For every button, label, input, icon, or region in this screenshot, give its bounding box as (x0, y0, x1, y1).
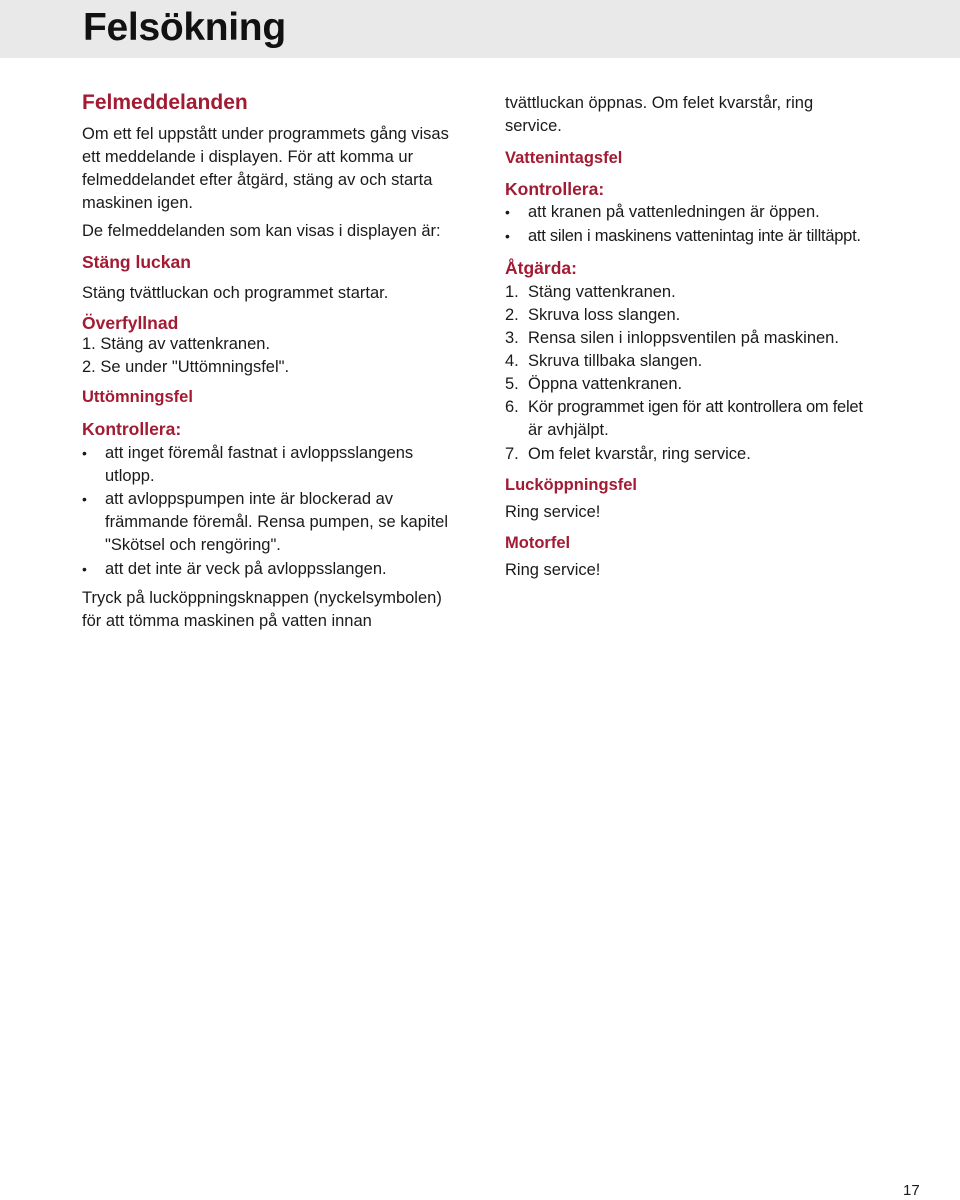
intake-check-heading: Kontrollera: (505, 179, 605, 199)
page-number: 17 (903, 1182, 920, 1199)
step-number: 3. (505, 329, 519, 347)
drain-bullet-line: främmande föremål. Rensa pumpen, se kapitel (105, 513, 449, 531)
drain-bullet-line: utlopp. (105, 467, 155, 485)
drain-check-heading: Kontrollera: (82, 419, 182, 439)
step-number: 7. (505, 445, 519, 463)
section-heading-error-messages: Felmeddelanden (82, 91, 248, 114)
step-text: Stäng vattenkranen. (528, 283, 676, 301)
drain-after-text: Tryck på lucköppningsknappen (nyckelsymbolen) (82, 589, 442, 607)
step-number: 5. (505, 375, 519, 393)
step-text: Skruva loss slangen. (528, 306, 681, 324)
step-text: Om felet kvarstår, ring service. (528, 445, 751, 463)
heading-close-door: Stäng luckan (82, 252, 191, 272)
bullet-icon: • (82, 445, 87, 461)
actions-heading: Åtgärda: (505, 258, 577, 278)
intro-line: maskinen igen. (82, 194, 193, 212)
heading-door-open-error: Lucköppningsfel (505, 476, 637, 494)
step-number: 2. (505, 306, 519, 324)
overfill-step: 1. Stäng av vattenkranen. (82, 335, 271, 353)
close-door-text: Stäng tvättluckan och programmet startar. (82, 284, 389, 302)
drain-bullet-line: "Skötsel och rengöring". (105, 536, 281, 554)
motor-text: Ring service! (505, 561, 601, 579)
intro-line: ett meddelande i displayen. För att komma ur (82, 148, 414, 166)
intro-line: felmeddelandet efter åtgärd, stäng av och starta (82, 171, 433, 189)
heading-motor-error: Motorfel (505, 534, 571, 552)
step-text: Öppna vattenkranen. (528, 375, 683, 393)
overfill-step: 2. Se under "Uttömningsfel". (82, 358, 290, 376)
bullet-icon: • (82, 561, 87, 577)
drain-bullet-line: att avloppspumpen inte är blockerad av (105, 490, 394, 508)
drain-bullet-line: att det inte är veck på avloppsslangen. (105, 560, 387, 578)
page-title: Felsökning (83, 6, 286, 49)
heading-overfill: Överfyllnad (82, 313, 179, 333)
door-open-text: Ring service! (505, 503, 601, 521)
intro-line-2: De felmeddelanden som kan visas i displayen är: (82, 222, 441, 240)
heading-drain-error: Uttömningsfel (82, 388, 193, 406)
step-text: är avhjälpt. (528, 421, 609, 439)
heading-water-intake-error: Vattenintagsfel (505, 149, 623, 167)
step-number: 1. (505, 283, 519, 301)
intake-bullet: att kranen på vattenledningen är öppen. (528, 203, 820, 221)
bullet-icon: • (505, 204, 510, 220)
bullet-icon: • (82, 491, 87, 507)
intake-bullet: att silen i maskinens vattenintag inte är tilltäppt. (528, 227, 861, 245)
bullet-icon: • (505, 228, 510, 244)
drain-after-text: för att tömma maskinen på vatten innan (82, 612, 372, 630)
step-number: 6. (505, 398, 519, 416)
step-number: 4. (505, 352, 519, 370)
step-text: Kör programmet igen för att kontrollera om felet (528, 398, 863, 416)
step-text: Rensa silen i inloppsventilen på maskinen. (528, 329, 839, 347)
continued-text: tvättluckan öppnas. Om felet kvarstår, ring (505, 94, 814, 112)
drain-bullet-line: att inget föremål fastnat i avloppsslangens (105, 444, 414, 462)
intro-line: Om ett fel uppstått under programmets gång visas (82, 125, 449, 143)
step-text: Skruva tillbaka slangen. (528, 352, 703, 370)
continued-text: service. (505, 117, 562, 135)
